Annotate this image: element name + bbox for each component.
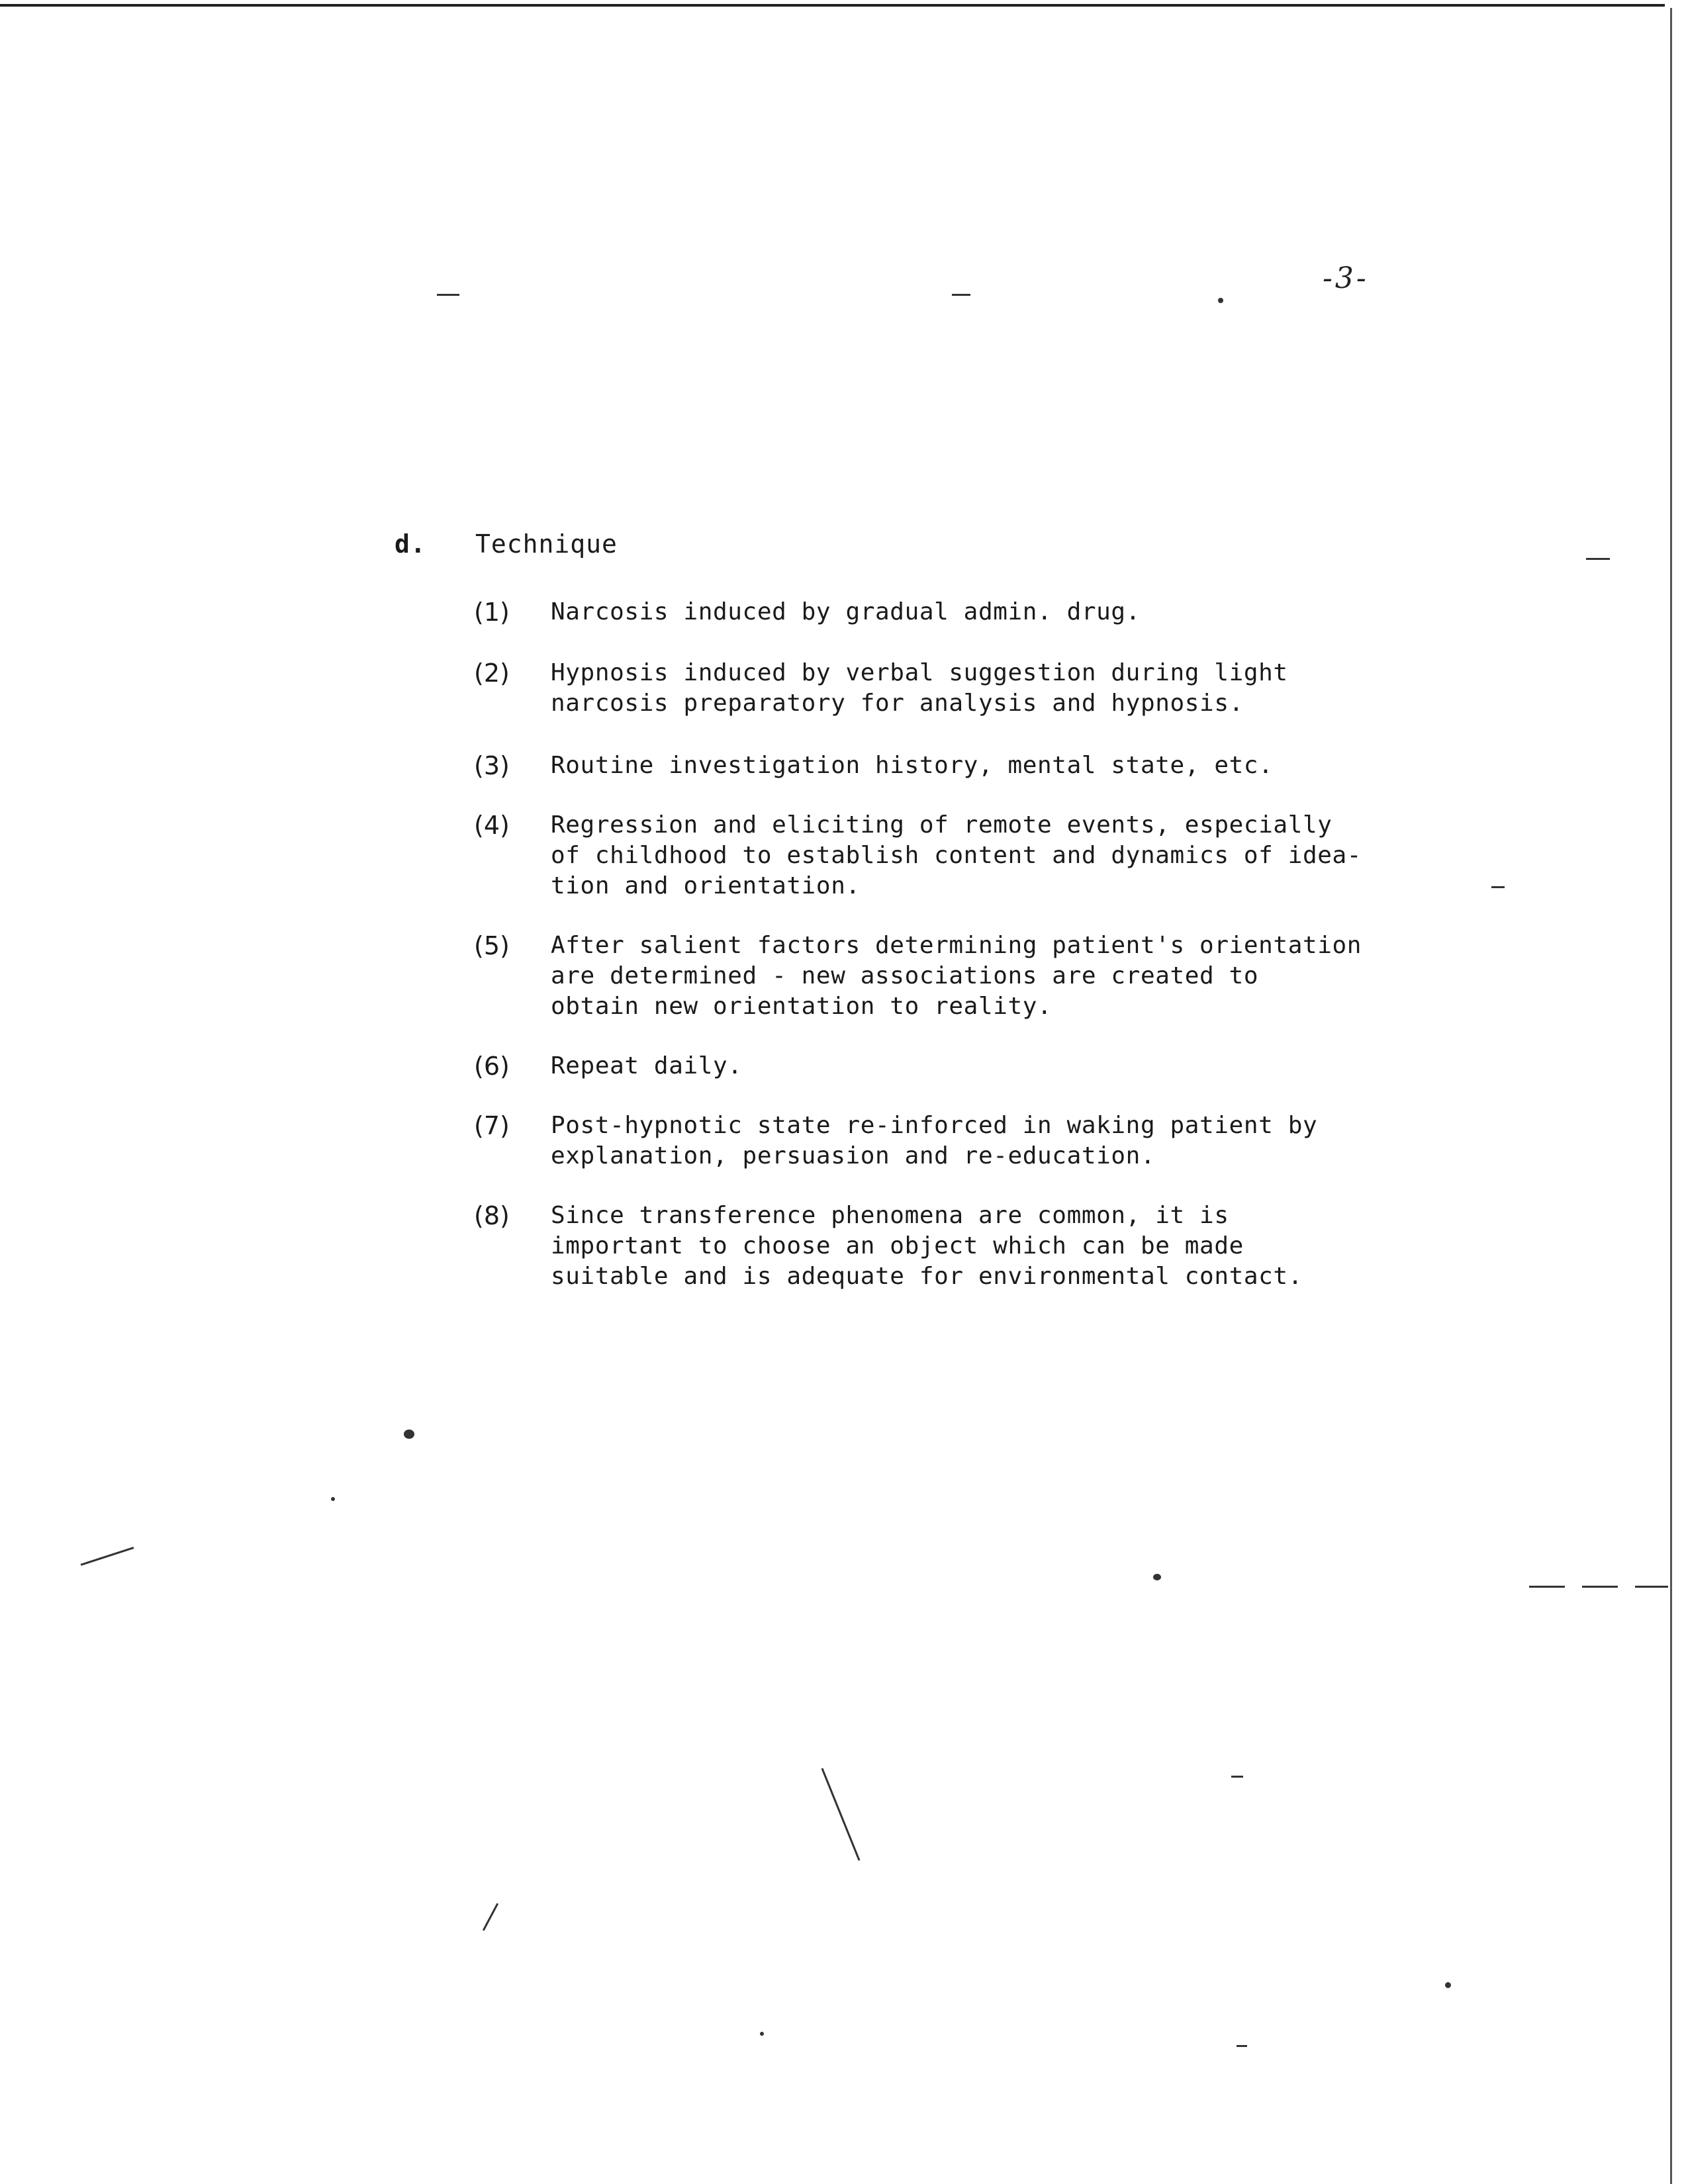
item-number: (8) bbox=[474, 1201, 510, 1230]
item-line: are determined - new associations are created to bbox=[551, 962, 1259, 989]
section-letter: d. bbox=[395, 529, 426, 559]
scan-dash bbox=[821, 1768, 861, 1860]
item-line: narcosis preparatory for analysis and hypnosis. bbox=[551, 690, 1244, 717]
item-line: suitable and is adequate for environmental contact. bbox=[551, 1263, 1303, 1290]
item-number: (7) bbox=[474, 1111, 510, 1140]
scan-speck bbox=[331, 1497, 335, 1501]
item-text bbox=[551, 658, 1288, 719]
right-edge-rule bbox=[1670, 8, 1672, 2184]
list-item bbox=[474, 597, 1427, 627]
item-text bbox=[551, 1051, 743, 1081]
item-line: Repeat daily. bbox=[551, 1052, 743, 1079]
item-number: (4) bbox=[474, 811, 510, 840]
item-number: (2) bbox=[474, 659, 510, 688]
scan-speck bbox=[1153, 1574, 1161, 1580]
list-item bbox=[474, 1201, 1427, 1292]
item-text bbox=[551, 751, 1273, 781]
item-line: Regression and eliciting of remote events, especially bbox=[551, 811, 1333, 839]
item-number: (6) bbox=[474, 1052, 510, 1081]
scan-dash bbox=[1491, 886, 1505, 888]
item-line: obtain new orientation to reality. bbox=[551, 993, 1052, 1020]
item-line: Routine investigation history, mental state, etc. bbox=[551, 752, 1274, 779]
item-text bbox=[551, 810, 1362, 901]
item-text bbox=[551, 1111, 1317, 1171]
scan-dash bbox=[437, 294, 459, 296]
item-line: Narcosis induced by gradual admin. drug. bbox=[551, 598, 1141, 625]
scan-speck bbox=[1445, 1982, 1451, 1988]
section-title: Technique bbox=[475, 529, 618, 559]
item-line: tion and orientation. bbox=[551, 872, 861, 899]
item-line: of childhood to establish content and dynamics of idea- bbox=[551, 842, 1362, 869]
item-number: (5) bbox=[474, 931, 510, 960]
scan-dash bbox=[1586, 558, 1610, 560]
item-line: After salient factors determining patient's orientation bbox=[551, 932, 1362, 959]
section-heading bbox=[395, 529, 1427, 570]
scan-speck bbox=[760, 2032, 764, 2036]
list-item bbox=[474, 1111, 1427, 1171]
list-item bbox=[474, 1051, 1427, 1081]
scan-dash bbox=[1635, 1586, 1668, 1588]
item-text bbox=[551, 597, 1141, 627]
item-text bbox=[551, 931, 1362, 1022]
list-item bbox=[474, 658, 1427, 719]
item-line: explanation, persuasion and re-education. bbox=[551, 1142, 1156, 1169]
item-line: Hypnosis induced by verbal suggestion during light bbox=[551, 659, 1288, 686]
page-number: -3- bbox=[1323, 261, 1369, 295]
scan-speck bbox=[1218, 298, 1223, 303]
list-item bbox=[474, 810, 1427, 901]
scan-dash bbox=[1582, 1586, 1618, 1588]
list-item bbox=[474, 931, 1427, 1022]
scan-dash bbox=[1231, 1776, 1243, 1778]
scan-dash bbox=[483, 1903, 498, 1931]
item-line: Post-hypnotic state re-inforced in waking patient by bbox=[551, 1112, 1318, 1139]
item-line: important to choose an object which can be made bbox=[551, 1232, 1244, 1259]
scan-speck bbox=[404, 1430, 414, 1439]
item-line: Since transference phenomena are common, it is bbox=[551, 1202, 1229, 1229]
top-edge-rule bbox=[0, 4, 1665, 7]
scan-dash bbox=[1529, 1586, 1565, 1588]
item-text bbox=[551, 1201, 1303, 1292]
item-number: (1) bbox=[474, 598, 510, 627]
scan-dash bbox=[1237, 2045, 1247, 2047]
scan-dash bbox=[952, 294, 970, 296]
scan-dash bbox=[81, 1547, 134, 1566]
item-number: (3) bbox=[474, 751, 510, 780]
list-item bbox=[474, 751, 1427, 781]
technique-section bbox=[395, 529, 1427, 1292]
